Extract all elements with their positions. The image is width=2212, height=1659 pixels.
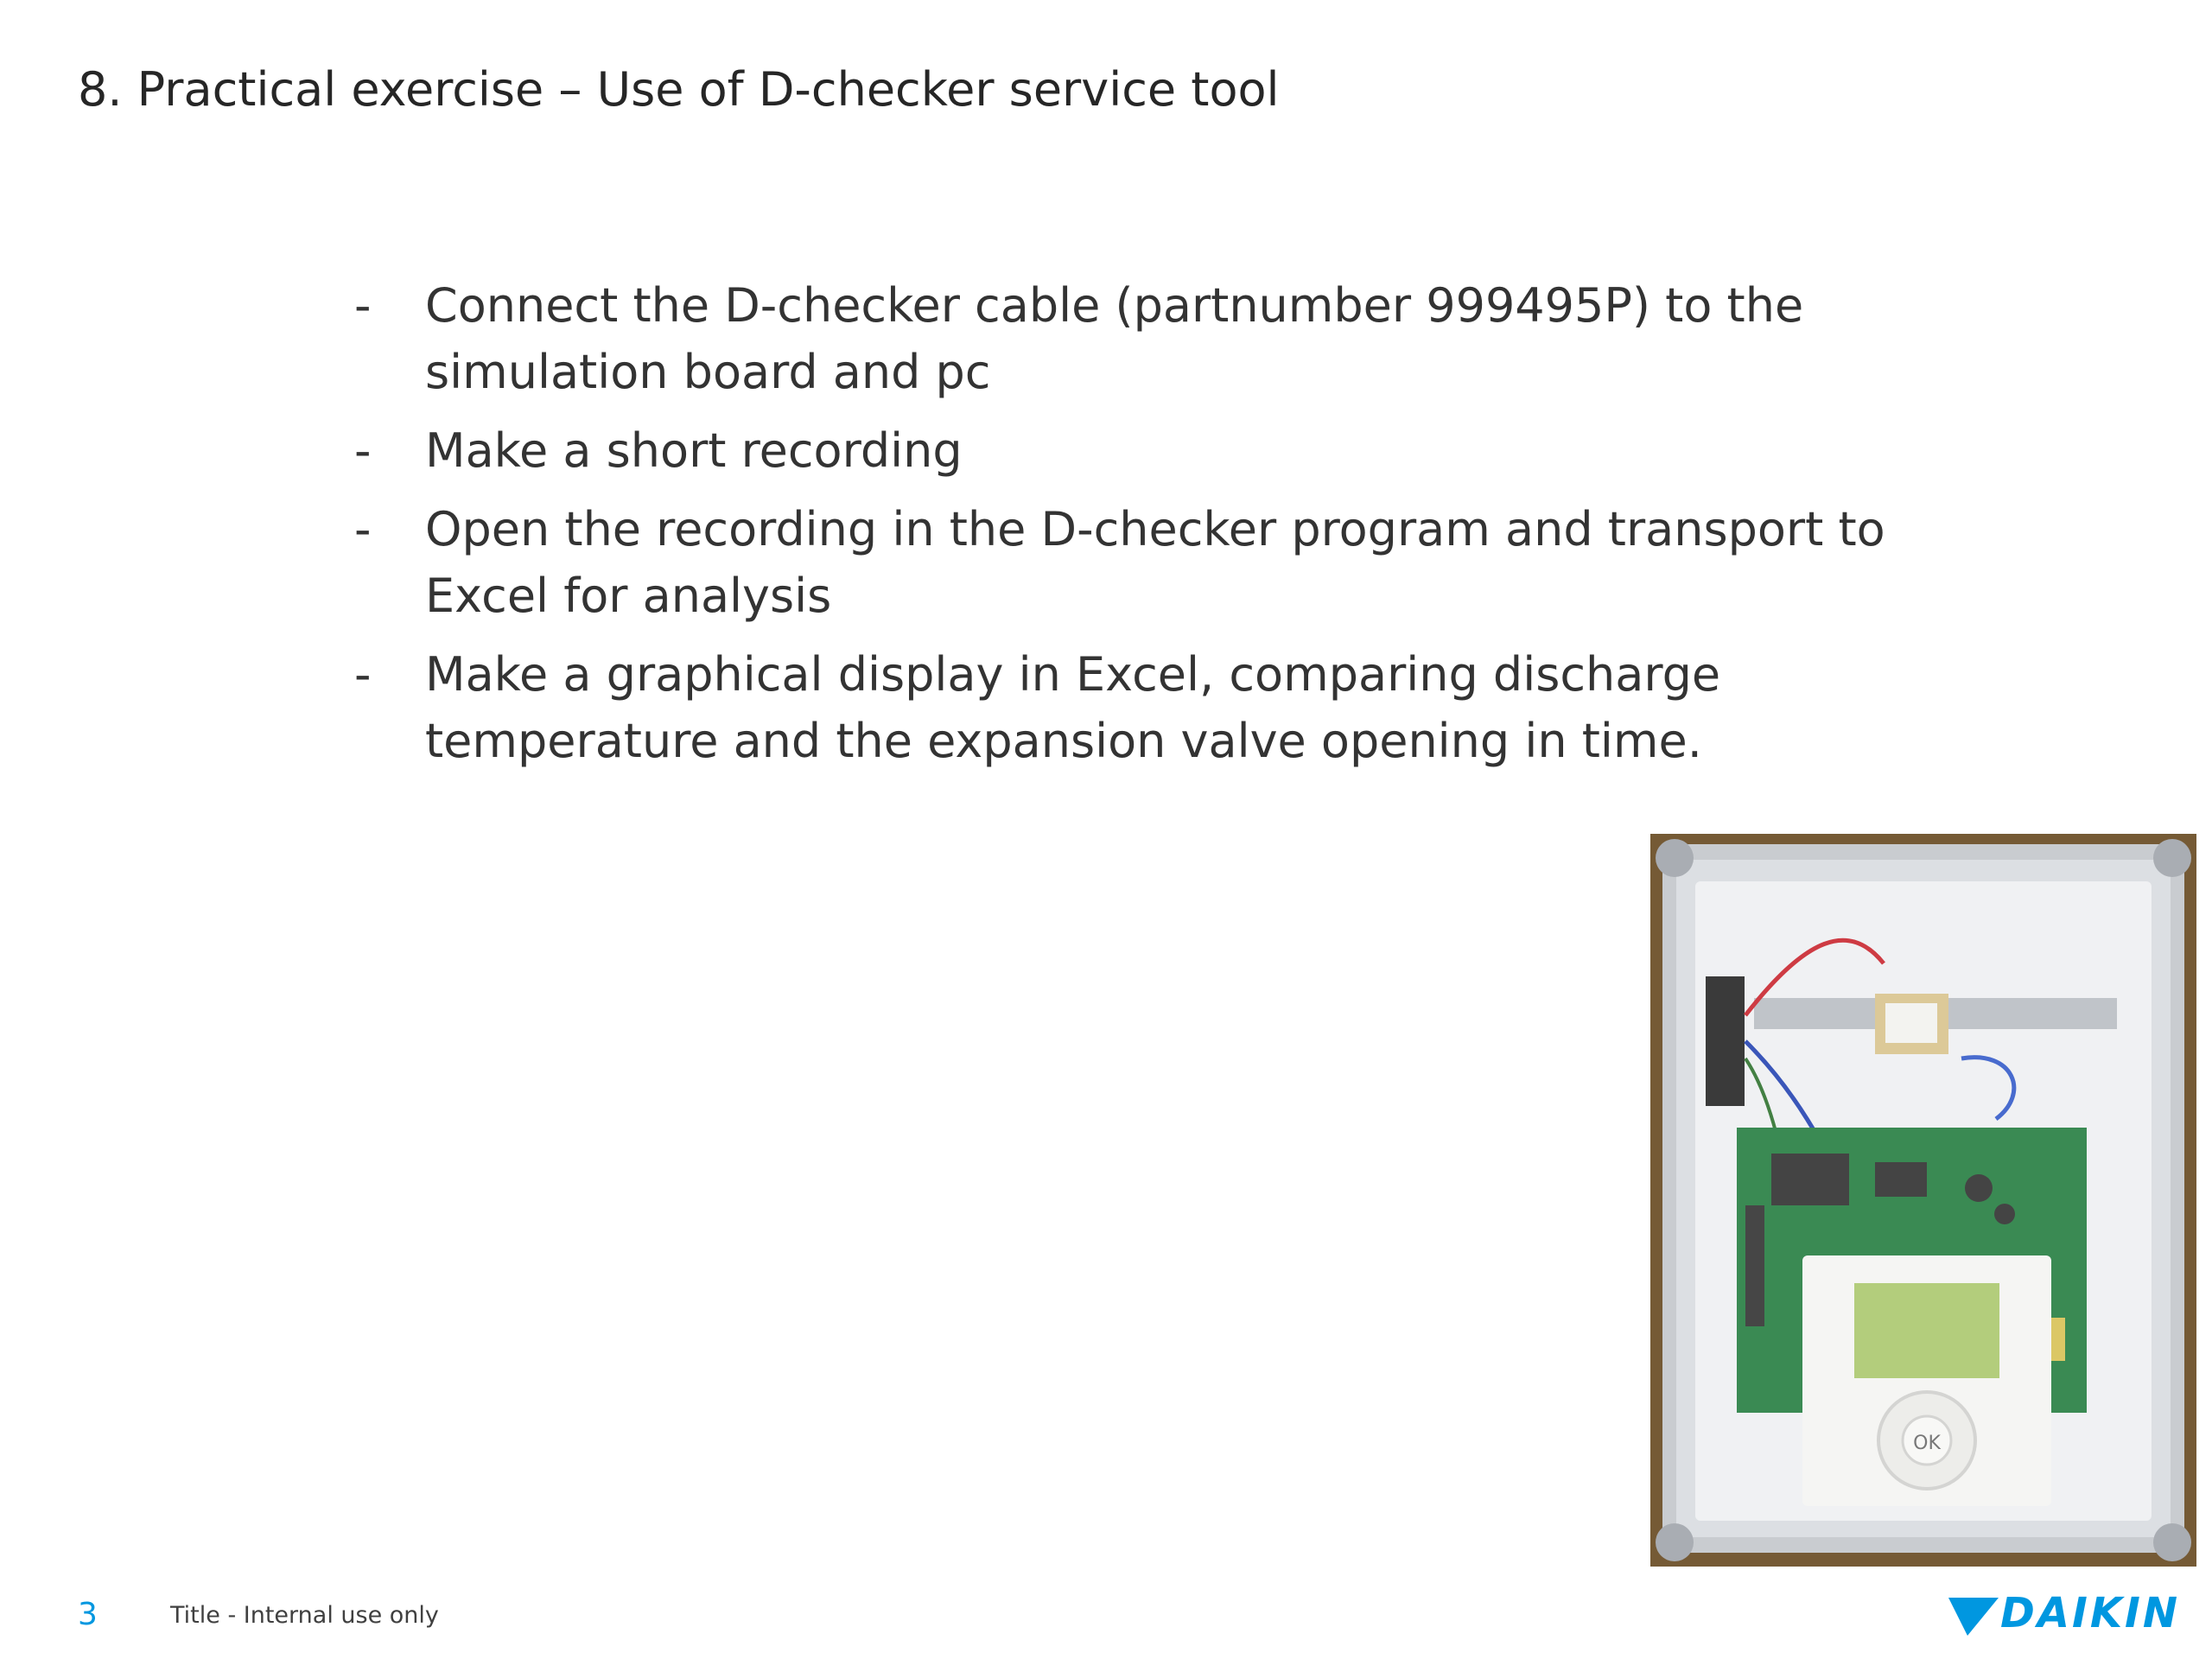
slide-title: 8. Practical exercise – Use of D-checker service tool [78, 62, 1280, 117]
bullet-line: Open the recording in the D-checker program and transport to [425, 502, 1885, 556]
daikin-logo-icon [1948, 1587, 2000, 1639]
bullet-marker: - [354, 647, 372, 702]
bullet-list [354, 272, 1892, 786]
bullet-line: Make a graphical display in Excel, comparing discharge [425, 647, 1721, 702]
bullet-line: Excel for analysis [425, 569, 832, 623]
bullet-item [354, 496, 1892, 629]
bullet-line: temperature and the expansion valve opening in time. [425, 714, 1702, 768]
bullet-item [354, 641, 1892, 774]
bullet-item [354, 417, 1892, 484]
bullet-marker: - [354, 423, 372, 478]
bullet-line: simulation board and pc [425, 345, 991, 399]
bullet-line: Connect the D-checker cable (partnumber 999495P) to the [425, 278, 1804, 333]
controller-ok-label: OK [1913, 1433, 1941, 1454]
page-number: 3 [78, 1597, 98, 1632]
simulation-board-photo [1650, 834, 2196, 1567]
bullet-marker: - [354, 502, 372, 556]
daikin-logo [1948, 1587, 2181, 1639]
daikin-logo-text: DAIKIN [2000, 1589, 2181, 1637]
bullet-marker: - [354, 278, 372, 333]
bullet-line: Make a short recording [425, 423, 963, 478]
footer-text: Title - Internal use only [170, 1602, 439, 1629]
bullet-item [354, 272, 1892, 405]
